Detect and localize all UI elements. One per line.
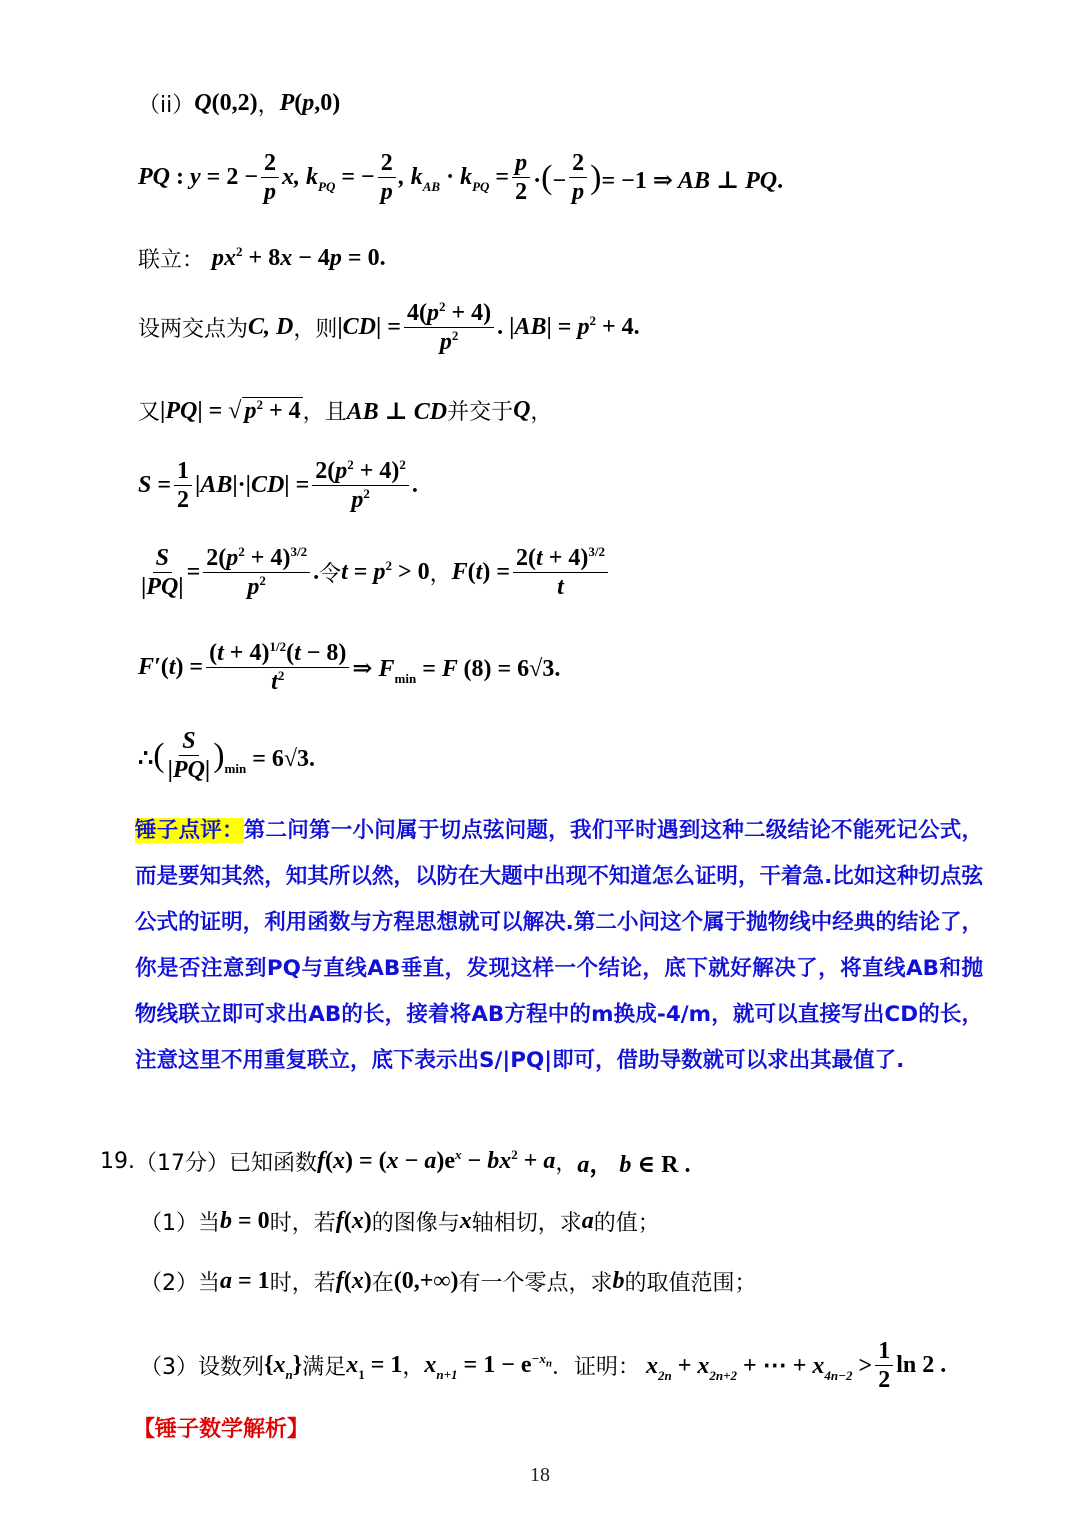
sub-question-label: （ii） xyxy=(138,93,195,118)
review-text: 第二问第一小问属于切点弦问题，我们平时遇到这种二级结论不能死记公式，而是要知其然，知其所以然，以防在大题中出现不知道怎么证明，干着急.比如这种切点弦公式的证明，利用函数与方程思想就可以解决.第二小问这个属于抛物线中经典的结论了，你是否注意到PQ与直线AB垂直，发现这样一个结论，底下就好解决了，将直线AB和抛物线联立即可求出AB的长，接着将AB方程中的m换成-4/m，就可以直接写出CD的长，注意这里不用重复联立，底下表示出S/|PQ|即可，借助导数就可以求出其最值了. xyxy=(135,818,983,1073)
line-simultaneous: 联立： $px^2 + 8x - 4p = 0$. xyxy=(138,244,386,273)
point-p: P(p,0) xyxy=(279,90,341,116)
problem-statement: 19. （17分）已知函数 $f(x) = (x - a)e^x - bx^2 + a$ ， a， b ∈ R . xyxy=(100,1147,691,1178)
line-area-s: S = $\frac{1}{2}$ |AB|·|CD| = $\frac{2(p^2 + 4)^2}{p^2}$ . xyxy=(138,457,418,514)
sub-question-3: （3）设数列 $\{x_n\}$ 满足 $x_1 = 1$ ， $x_{n+1} = 1 - e^{-x_n}$ ．证明： $x_{2n} + x_{2n+2}$ + ⋯ + $x_{4n-2}$ > $\frac{1}{2}$ ln 2 . xyxy=(140,1338,947,1394)
solution-heading: 【锤子数学解析】 xyxy=(133,1417,310,1442)
sub-question-2: （2）当 a = 1 时，若 f(x) 在 (0,+∞) 有一个零点，求 b 的取值范围； xyxy=(140,1268,757,1296)
review-comment xyxy=(135,808,983,1084)
point-q: Q(0,2) xyxy=(194,90,258,116)
line-pq-length: 又 |PQ| = √ $p^2 + 4$ ，且 AB ⊥ CD 并交于 Q ， xyxy=(138,396,553,425)
review-label: 锤子点评： xyxy=(135,818,244,843)
line-derivative: F′(t) = $\frac{(t + 4)^{1/2}(t - 8)}{t^2}$ ⇒ $F_{min} = F$ (8) = 6√3. xyxy=(138,639,561,696)
line-ratio-function: $\frac{S}{|PQ|}$ = $\frac{2(p^2 + 4)^{3/2}}{p^2}$ . 令 $t = p^2 > 0$ ， F(t) = $\frac{2(t + 4)^{3/2}}{t}$ xyxy=(138,545,611,601)
line-pq-equation: PQ : y = 2 − $\frac{2}{p}$ x, $k_{PQ}$ = − $\frac{2}{p}$ , $k_{AB} \cdot k_{PQ}$ = $\frac{p}{2}$ ·(− $\frac{2}{p}$ )= −1 ⇒ AB ⊥ PQ. xyxy=(138,150,784,206)
problem-number: 19. xyxy=(100,1149,135,1174)
line-conclusion: ∴( $\frac{S}{|PQ|}$ )$_{min} = 6√3$. xyxy=(138,728,316,784)
line-point-coordinates: （ii） Q(0,2) ， P(p,0) xyxy=(138,90,341,118)
sub-question-1: （1）当 b = 0 时，若 f(x) 的图像与 x 轴相切，求 a 的值； xyxy=(140,1208,660,1236)
page-number: 18 xyxy=(530,1464,550,1486)
line-cd-length: 设两交点为 C, D ，则 |CD| = $\frac{4(p^2 + 4)}{p^2}$ . $|AB| = p^2 + 4$. xyxy=(138,299,640,356)
